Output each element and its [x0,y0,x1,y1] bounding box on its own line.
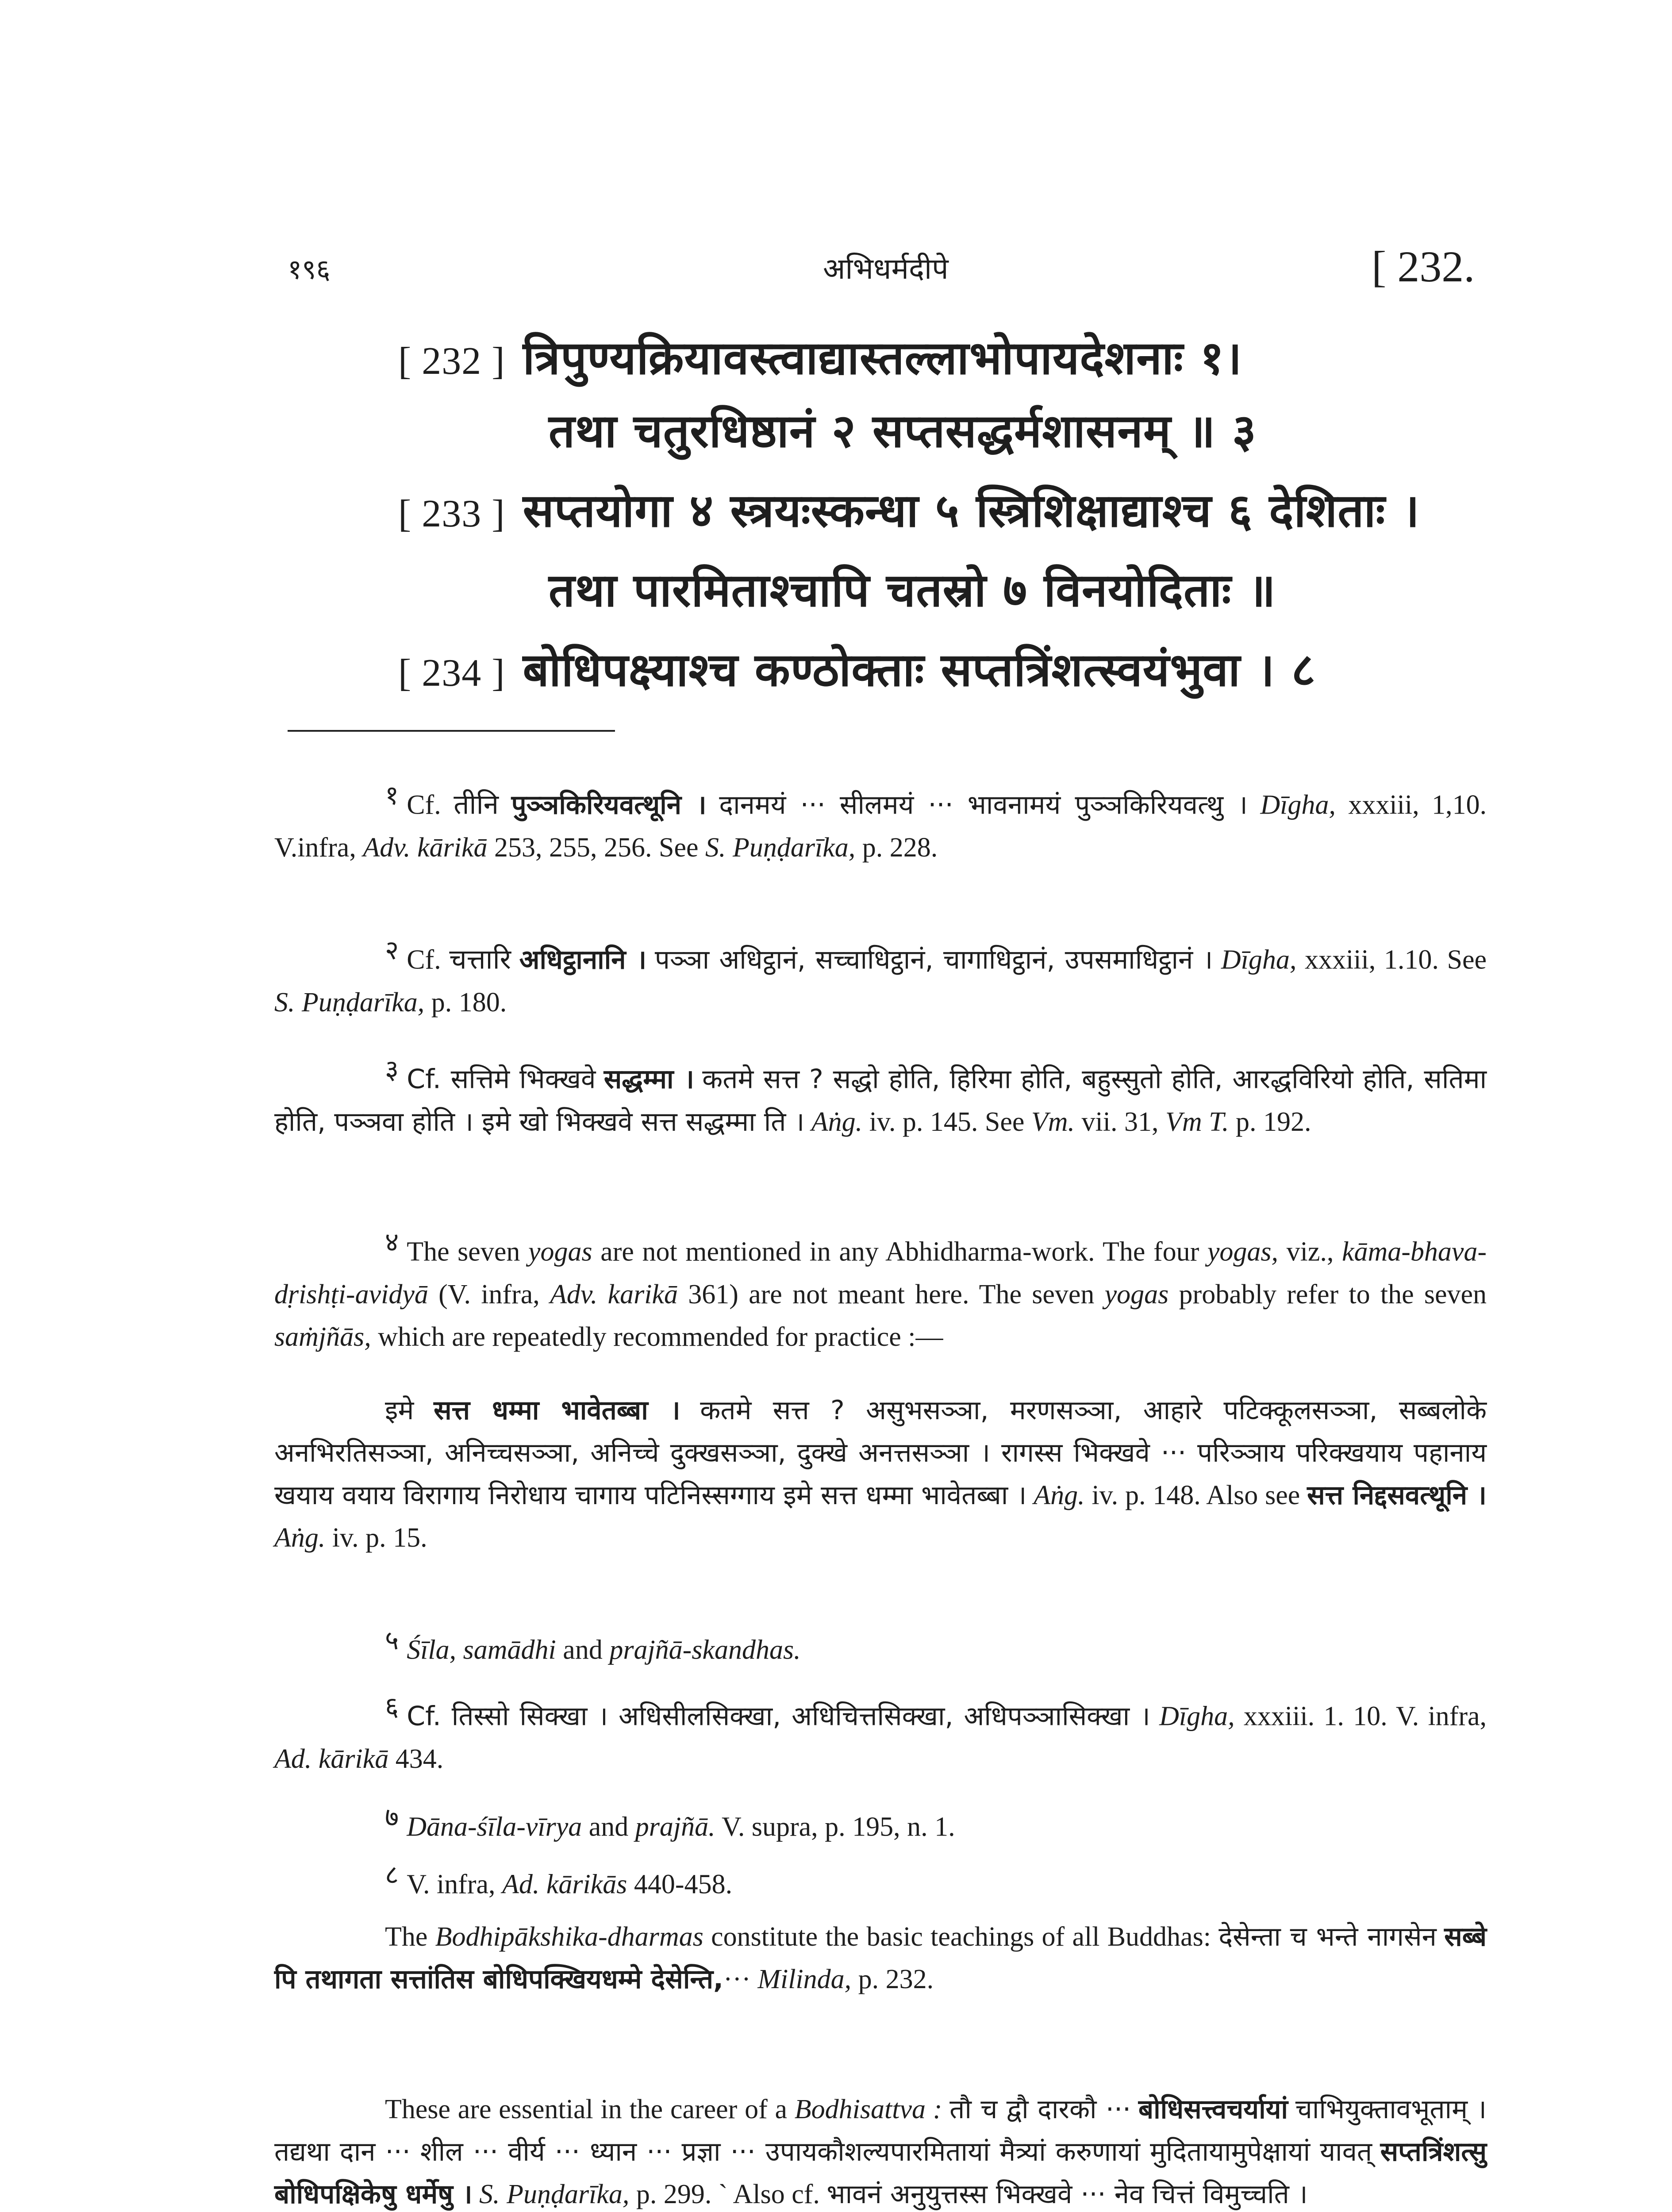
footnote-mark: १ [385,780,399,811]
footnote-2: २ Cf. चत्तारि अधिट्ठानानि । पञ्ञा अधिट्ठानं, सच्चाधिट्ठानं, चागाधिट्ठानं, उपसमाधिट्ठानं । Dīgha, xxxiii, 1.10. See S. Puṇḍarīka, p. 180. [274,935,1487,1018]
footnote-divider [288,730,615,732]
footnote-mark: ७ [385,1802,399,1833]
footnote-6: ६ Cf. तिस्सो सिक्खा । अधिसीलसिक्खा, अधिचित्तसिक्खा, अधिपञ्ञासिक्खा । Dīgha, xxxiii. 1. 10. V. infra, Ad. kārikā 434. [274,1691,1487,1774]
footnote-mark: ५ [385,1625,399,1656]
verse-line-4 [549,557,1276,620]
paragraph-bodhisattva: These are essential in the career of a Bodhisattva : तौ च द्वौ दारकौ ··· बोधिसत्त्वचर्यायां चाभियुक्तावभूताम् । तद्यथा दान ··· शील ··· वीर्य ··· ध्यान ··· प्रज्ञा ··· उपायकौशल्यपारमितायां मैत्र्यां करुणायां मुदितायामुपेक्षायां यावत् सप्तत्रिंशत्सु बोधिपक्षिकेषु धर्मेषु । S. Puṇḍarīka, p. 299. ˋ Also cf. भावनं अनुयुत्तस्स भिक्खवे ··· नेव चित्तं विमुच्चति । [274,2094,1487,2210]
verse-line-5 [398,637,1316,699]
footnote-mark: ६ [385,1691,399,1722]
verse-line-1 [398,325,1242,388]
verse-number: [ 234 ] [398,652,505,695]
verse-line-2 [549,398,1257,461]
footnote-4: ४ The seven yogas are not mentioned in any Abhidharma-work. The four yogas, viz., kāma-bhava-dṛishṭi-avidyā (V. infra, Adv. karikā 361) are not meant here. The seven yogas probably refer to the seven saṁjñās, which are repeatedly recommended for practice :— [274,1227,1487,1352]
footnote-4-quotation: इमे सत्त धम्मा भावेतब्बा । कतमे सत्त ? असुभसञ्ञा, मरणसञ्ञा, आहारे पटिक्कूलसञ्ञा, सब्बलोके अनभिरतिसञ्ञा, अनिच्चसञ्ञा, अनिच्चे दुक्खसञ्ञा, दुक्खे अनत्तसञ्ञा । रागस्स भिक्खवे ··· परिञ्ञाय परिक्खयाय पहानाय खयाय वयाय विरागाय निरोधाय चागाय पटिनिस्सग्गाय इमे सत्त धम्मा भावेतब्बा । Aṅg. iv. p. 148. Also see सत्त निद्दसवत्थूनि । Aṅg. iv. p. 15. [274,1395,1487,1553]
running-title: अभिधर्मदीपे [823,252,949,286]
page-number: १९६ [288,253,331,285]
footnote-5: ५ Śīla, samādhi and prajñā-skandhas. [385,1625,801,1665]
footnote-mark: ३ [385,1054,399,1085]
verse-text: त्रिपुण्यक्रियावस्त्वाद्यास्तल्लाभोपायदेशनाः १। [523,330,1242,385]
verse-text: तथा चतुरधिष्ठानं २ सप्तसद्धर्मशासनम् ॥ ३ [549,403,1257,458]
verse-number: [ 232 ] [398,340,505,383]
footnote-1: १ Cf. तीनि पुञ्ञकिरियवत्थूनि । दानमयं ··· सीलमयं ··· भावनामयं पुञ्ञकिरियवत्थु । Dīgha, xxxiii, 1,10. V.infra, Adv. kārikā 253, 255, 256. See S. Puṇḍarīka, p. 228. [274,780,1487,863]
footnote-3: ३ Cf. सत्तिमे भिक्खवे सद्धम्मा । कतमे सत्त ? सद्धो होति, हिरिमा होति, बहुस्सुतो होति, आरद्धविरियो होति, सतिमा होति, पञ्ञवा होति । इमे खो भिक्खवे सत्त सद्धम्मा ति । Aṅg. iv. p. 145. See Vm. vii. 31, Vm T. p. 192. [274,1054,1487,1137]
verse-text: तथा पारमिताश्चापि चतस्रो ७ विनयोदिताः ॥ [549,563,1276,617]
footnote-7: ७ Dāna-śīla-vīrya and prajñā. V. supra, p. 195, n. 1. [385,1802,955,1842]
verse-number: [ 233 ] [398,492,505,535]
footnote-mark: २ [385,935,399,966]
paragraph-bodhipakshika: The Bodhipākshika-dharmas constitute the basic teachings of all Buddhas: देसेन्ता च भन्ते नागसेन सब्बे पि तथागता सत्तांतिस बोधिपक्खियधम्मे देसेन्ति,··· Milinda, p. 232. [274,1921,1487,1995]
verse-line-3 [398,478,1420,540]
verse-text: सप्तयोगा ४ स्त्रयःस्कन्धा ५ स्त्रिशिक्षाद्याश्च ६ देशिताः । [523,483,1420,538]
footnote-mark: ४ [385,1227,399,1258]
verse-reference: [ 232. [1372,242,1475,291]
verse-text: बोधिपक्ष्याश्च कण्ठोक्ताः सप्तत्रिंशत्स्वयंभुवा । ८ [523,642,1316,697]
footnote-8: ८ V. infra, Ad. kārikās 440-458. [385,1859,733,1900]
footnote-mark: ८ [385,1859,399,1890]
